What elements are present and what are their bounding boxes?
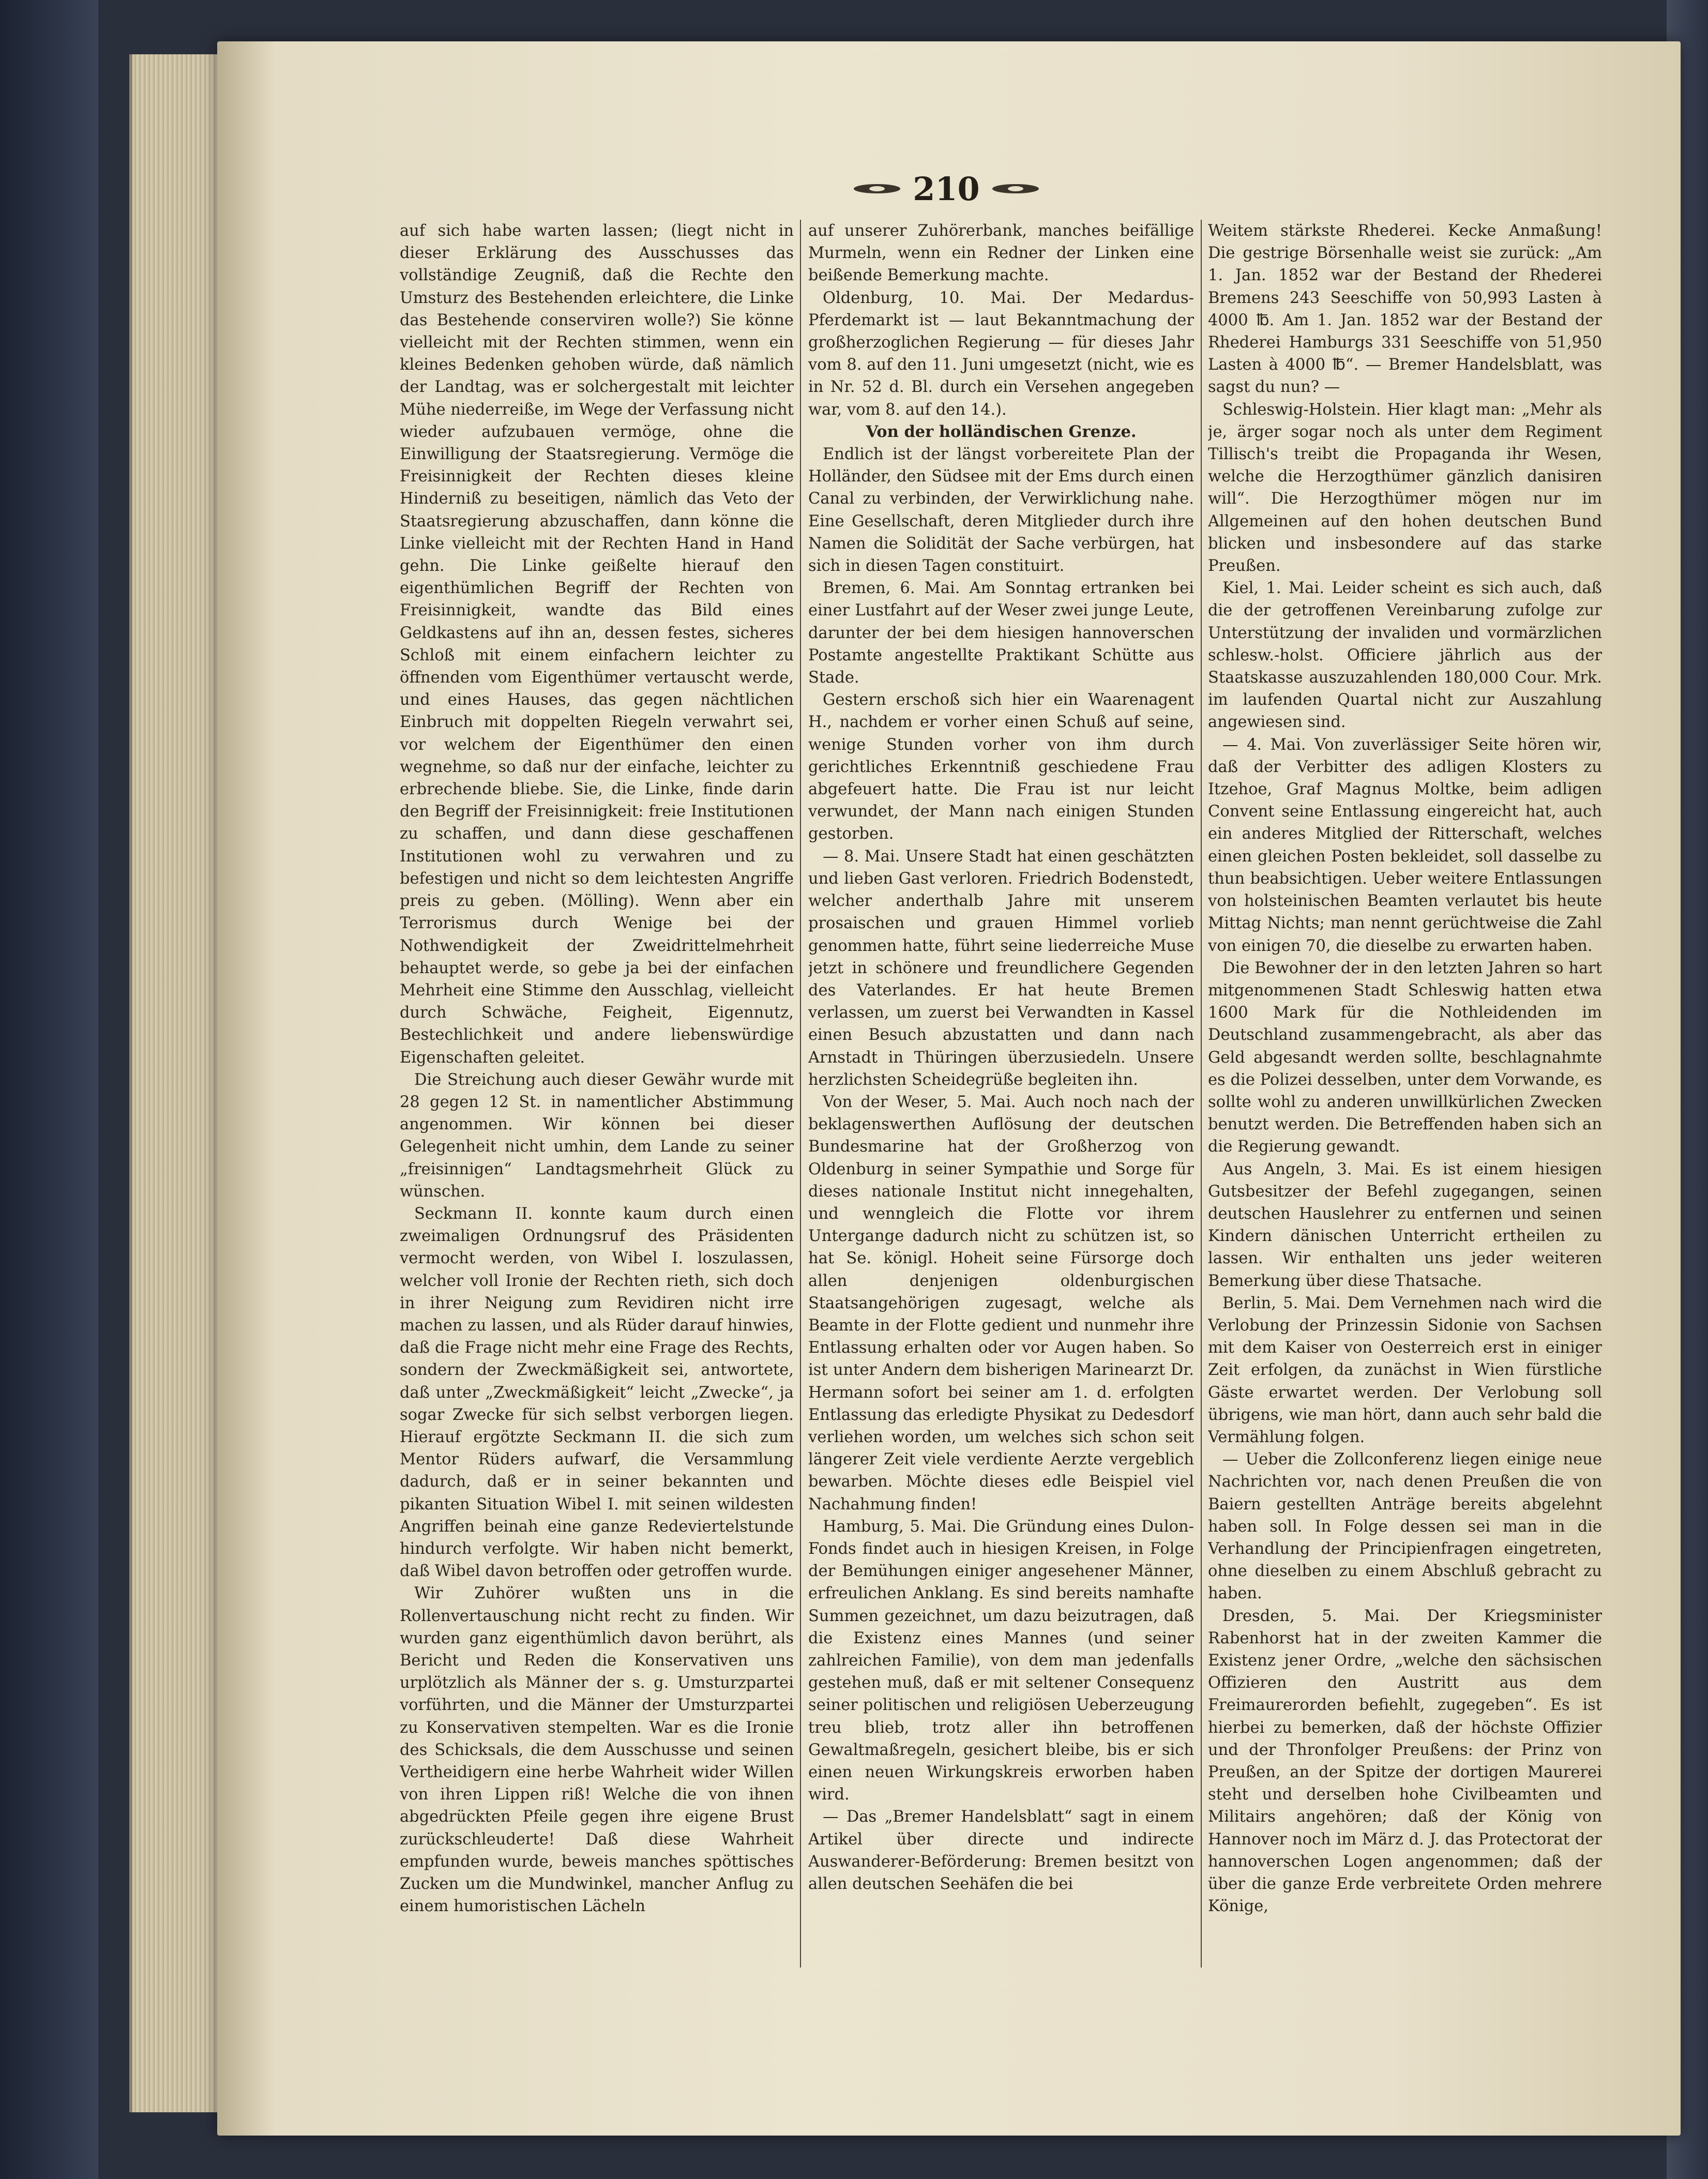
article-kiel: Kiel, 1. Mai. Leider scheint es sich auch, daß die der getroffenen Vereinbarung zufolge zur Unterstützung der invaliden und vormärzlichen schlesw.-holst. Officiere jährlich aus der Staatskasse auszuzahlenden 180,000 Cour. Mrk. im laufenden Quartal nicht zur Auszahlung angewiesen sind. bbox=[1208, 579, 1602, 732]
paragraph: Wir Zuhörer wußten uns in die Rollenvertauschung nicht recht zu finden. Wir wurden ganz eigenthümlich davon berührt, als Bericht und Reden die Konservativen uns urplötzlich als Männer der s. g. Umsturzpartei vorführten, und die Männer der Umsturzpartei zu Konservativen stempelten. War es die Ironie des Schicksals, die dem Ausschusse und seinen Vertheidigern eine herbe Wahrheit wider Willen von ihren Lippen riß! Welche die von ihnen abgedrückten Pfeile gegen ihre eigene Brust zurückschleuderte! Daß diese Wahrheit empfunden wurde, beweis manches spöttisches Zucken um die Mundwinkel, mancher Anflug zu einem humoristischen Lächeln bbox=[400, 1584, 794, 1916]
article-angeln: Aus Angeln, 3. Mai. Es ist einem hiesigen Gutsbesitzer der Befehl zugegangen, seinen deutschen Hauslehrer zu entfernen und seinen Kindern dänischen Unterricht ertheilen zu lassen. Wir enthalten uns jeder weiteren Bemerkung über diese Thatsache. bbox=[1208, 1160, 1602, 1290]
ornament-left-icon bbox=[854, 182, 900, 195]
article-bremen: Bremen, 6. Mai. Am Sonntag ertranken bei einer Lustfahrt auf der Weser zwei junge Leute, darunter der bei dem hiesigen hannoverschen Postamte angestellte Praktikant Schütte aus Stade. bbox=[808, 579, 1194, 687]
article-schleswig-holstein: Schleswig-Holstein. Hier klagt man: „Mehr als je, ärger sogar noch als unter dem Regiment Tillisch's treibt die Propaganda ihr Wesen, welche die Herzogthümer gänzlich danisiren will“. Die Herzogthümer mögen nur im Allgemeinen auf den hohen deutschen Bund blicken und insbesondere auf das starke Preußen. bbox=[1208, 400, 1602, 576]
article-berlin: Berlin, 5. Mai. Dem Vernehmen nach wird die Verlobung der Prinzessin Sidonie von Sachsen mit dem Kaiser von Oesterreich erst in einiger Zeit erfolgen, da zunächst in Wien fürstliche Gäste erwartet werden. Der Verlobung soll übrigens, wie man hört, dann auch sehr bald die Vermählung folgen. bbox=[1208, 1294, 1602, 1446]
column-right bbox=[1208, 220, 1602, 1978]
paragraph: Gestern erschoß sich hier ein Waarenagent H., nachdem er vorher einen Schuß auf seine, wenige Stunden vorher von ihm durch gerichtliches Erkenntniß geschiedene Frau abgefeuert hatte. Die Frau ist nur leicht verwundet, der Mann nach einigen Stunden gestorben. bbox=[808, 691, 1194, 843]
paragraph: Endlich ist der längst vorbereitete Plan der Holländer, den Südsee mit der Ems durch einen Canal zu verbinden, der Verwirklichung nahe. Eine Gesellschaft, deren Mitglieder durch ihre Namen die Solidität der Sache verbürgen, hat sich in diesen Tagen constituirt. bbox=[808, 445, 1194, 576]
section-heading: Von der holländischen Grenze. bbox=[866, 422, 1137, 441]
paragraph: auf sich habe warten lassen; (liegt nicht in dieser Erklärung des Ausschusses das vollständige Zeugniß, daß die Rechte den Umsturz des Bestehenden erleichtere, die Linke das Bestehende conserviren wolle?) Sie könne vielleicht mit der Rechten stimmen, wenn ein kleines Bedenken gehoben würde, daß nämlich der Landtag, was er solchergestalt mit leichter Mühe niederreiße, im Wege der Verfassung nicht wieder aufzubauen vermöge, ohne die Einwilligung der Staatsregierung. Vermöge die Freisinnigkeit der Rechten dieses kleine Hinderniß zu beseitigen, nämlich das Veto der Staatsregierung abzuschaffen, dann könne die Linke vielleicht mit der Rechten Hand in Hand gehn. Die Linke geißelte hierauf den eigenthümlichen Begriff der Rechten von Freisinnigkeit, wandte das Bild eines Geldkastens auf ihn an, dessen festes, sicheres Schloß mit einem einfachern leichter zu öffnenden vom Eigenthümer vertauscht werde, und eines Hauses, das gegen nächtlichen Einbruch mit doppelten Riegeln verwahrt sei, vor welchem der Eigenthümer den einen wegnehme, so daß nur der einfache, leichter zu erbrechende bliebe. Sie, die Linke, finde darin den Begriff der Freisinnigkeit: freie Institutionen zu schaffen, und dann diese geschaffenen Institutionen wohl zu verwahren und zu befestigen und nicht so dem leichtesten Angriffe preis zu geben. (Mölling). Wenn aber ein Terrorismus durch Wenige bei der Nothwendigkeit der Zweidrittelmehrheit behauptet werde, so gebe ja bei der einfachen Mehrheit eine Stimme den Ausschlag, vielleicht durch Schwäche, Feigheit, Eigennutz, Bestechlichkeit und andere liebenswürdige Eigenschaften geleitet. bbox=[400, 222, 794, 1067]
paragraph: Seckmann II. konnte kaum durch einen zweimaligen Ordnungsruf des Präsidenten vermocht werden, von Wibel I. loszulassen, welcher voll Ironie der Rechten rieth, sich doch in ihrer Neigung zum Revidiren nicht irre machen zu lassen, und als Rüder darauf hinwies, daß die Frage nicht mehr eine Frage des Rechts, sondern der Zweckmäßigkeit sei, antwortete, daß unter „Zweckmäßigkeit“ leicht „Zwecke“, ja sogar Zwecke für sich selbst verborgen liegen. Hierauf ergötzte Seckmann II. die sich zum Mentor Rüders aufwarf, die Versammlung dadurch, daß er in seiner bekannten und pikanten Situation Wibel I. mit seinen wildesten Angriffen beinah eine ganze Redeviertelstunde hindurch verfolgte. Wir haben nicht bemerkt, daß Wibel davon betroffen oder getroffen wurde. bbox=[400, 1204, 794, 1581]
paragraph: Die Bewohner der in den letzten Jahren so hart mitgenommenen Stadt Schleswig hatten etwa 1600 Mark für die Nothleidenden im Deutschland zusammengebracht, als aber das Geld abgesandt werden sollte, beschlagnahmte es die Polizei desselben, unter dem Vorwande, es sollte wohl zu anderen unwillkürlichen Zwecken benutzt werden. Die Betreffenden haben sich an die Regierung gewandt. bbox=[1208, 959, 1602, 1156]
article-weser: Von der Weser, 5. Mai. Auch noch nach der beklagenswerthen Auflösung der deutschen Bundesmarine hat der Großherzog von Oldenburg in seiner Sympathie und Sorge für dieses nationale Institut nicht innegehalten, und wenngleich die Flotte vor ihrem Untergange dadurch nicht zu schützen ist, so hat Se. königl. Hoheit seine Fürsorge doch allen denjenigen oldenburgischen Staatsangehörigen zugesagt, welche als Beamte in der Flotte gedient und nunmehr ihre Entlassung erhalten oder vor Augen haben. So ist unter Andern dem bisherigen Marinearzt Dr. Hermann sofort bei seiner am 1. d. erfolgten Entlassung das erledigte Physikat zu Dedesdorf verliehen worden, um welches sich schon seit längerer Zeit viele verdiente Aerzte vergeblich bewarben. Möchte dieses edle Beispiel viel Nachahmung finden! bbox=[808, 1093, 1194, 1514]
column-divider bbox=[800, 220, 801, 1968]
ornament-right-icon bbox=[992, 182, 1039, 195]
paragraph: Weitem stärkste Rhederei. Kecke Anmaßung! Die gestrige Börsenhalle weist sie zurück: „Am 1. Jan. 1852 war der Bestand der Rhederei Bremens 243 Seeschiffe von 50,993 Lasten à 4000 ℔. Am 1. Jan. 1852 war der Bestand der Rhederei Hamburgs 331 Seeschiffe von 51,950 Lasten à 4000 ℔“. — Bremer Handelsblatt, was sagst du nun? — bbox=[1208, 222, 1602, 397]
paragraph: Die Streichung auch dieser Gewähr wurde mit 28 gegen 12 St. in namentlicher Abstimmung angenommen. Wir können bei dieser Gelegenheit nicht umhin, dem Lande zu seiner „freisinnigen“ Landtagsmehrheit Glück zu wünschen. bbox=[400, 1070, 794, 1201]
column-left bbox=[400, 220, 794, 1978]
article-hamburg: Hamburg, 5. Mai. Die Gründung eines Dulon-Fonds findet auch in hiesigen Kreisen, in Folge der Bemühungen einiger angesehener Männer, erfreulichen Anklang. Es sind bereits namhafte Summen gezeichnet, um dazu beizutragen, daß die Existenz eines Mannes (und seiner zahlreichen Familie), von dem man jedenfalls gestehen muß, daß er mit seltener Consequenz seiner politischen und religiösen Ueberzeugung treu blieb, trotz aller ihn betroffenen Gewaltmaßregeln, gesichert bleibe, bis er sich einen neuen Wirkungskreis erworben haben wird. bbox=[808, 1517, 1194, 1804]
page-number: 210 bbox=[913, 170, 980, 208]
paragraph: — 8. Mai. Unsere Stadt hat einen geschätzten und lieben Gast verloren. Friedrich Bodenstedt, welcher anderthalb Jahre mit unserem prosaischen und grauen Himmel vorlieb genommen hatte, führt seine liederreiche Muse jetzt in schönere und freundlichere Gegenden des Vaterlandes. Er hat heute Bremen verlassen, um zuerst bei Verwandten in Kassel einen Besuch abzustatten und dann nach Arnstadt in Thüringen überzusiedeln. Unsere herzlichsten Scheidegrüße begleiten ihn. bbox=[808, 847, 1194, 1089]
paragraph: — Ueber die Zollconferenz liegen einige neue Nachrichten vor, nach denen Preußen die von Baiern gestellten Anträge bereits abgelehnt haben soll. In Folge dessen sei man in die Verhandlung der Principienfragen eingetreten, ohne dieselben zu einem Abschluß gebracht zu haben. bbox=[1208, 1450, 1602, 1603]
paragraph: auf unserer Zuhörerbank, manches beifällige Murmeln, wenn ein Redner der Linken eine beißende Bemerkung machte. bbox=[808, 222, 1194, 285]
book-cover-left bbox=[0, 0, 98, 2179]
page-number-header bbox=[848, 165, 1045, 212]
column-middle bbox=[808, 220, 1194, 1978]
paragraph: — Das „Bremer Handelsblatt“ sagt in einem Artikel über directe und indirecte Auswanderer-Beförderung: Bremen besitzt von allen deutschen Seehäfen die bei bbox=[808, 1808, 1194, 1894]
article-dresden: Dresden, 5. Mai. Der Kriegsminister Rabenhorst hat in der zweiten Kammer die Existenz jener Ordre, „welche den sächsischen Offizieren den Austritt aus dem Freimaurerorden befiehlt, zugegeben“. Es ist hierbei zu bemerken, daß der höchste Offizier und der Thronfolger Preußens: der Prinz von Preußen, an der Spitze der dortigen Maurerei steht und derselben hohe Civilbeamten und Militairs angehören; daß der König von Hannover noch im März d. J. das Protectorat der hannoverschen Logen angenommen; daß der über die ganze Erde verbreitete Orden mehrere Könige, bbox=[1208, 1607, 1602, 1916]
column-divider bbox=[1201, 220, 1202, 1968]
page-edges bbox=[129, 54, 225, 2112]
article-oldenburg: Oldenburg, 10. Mai. Der Medardus-Pferdemarkt ist — laut Bekanntmachung der großherzoglichen Regierung — für dieses Jahr vom 8. auf den 11. Juni umgesetzt (nicht, wie es in Nr. 52 d. Bl. durch ein Versehen angegeben war, vom 8. auf den 14.). bbox=[808, 289, 1194, 419]
paragraph: — 4. Mai. Von zuverlässiger Seite hören wir, daß der Verbitter des adligen Klosters zu Itzehoe, Graf Magnus Moltke, beim adligen Convent seine Entlassung eingereicht hat, auch ein anderes Mitglied der Ritterschaft, welches einen gleichen Posten bekleidet, soll dasselbe zu thun beabsichtigen. Ueber weitere Entlassungen von holsteinischen Beamten verlautet bis heute Mittag Nichts; man nennt gerüchtweise die Zahl von einigen 70, die dieselbe zu erwarten haben. bbox=[1208, 735, 1602, 955]
